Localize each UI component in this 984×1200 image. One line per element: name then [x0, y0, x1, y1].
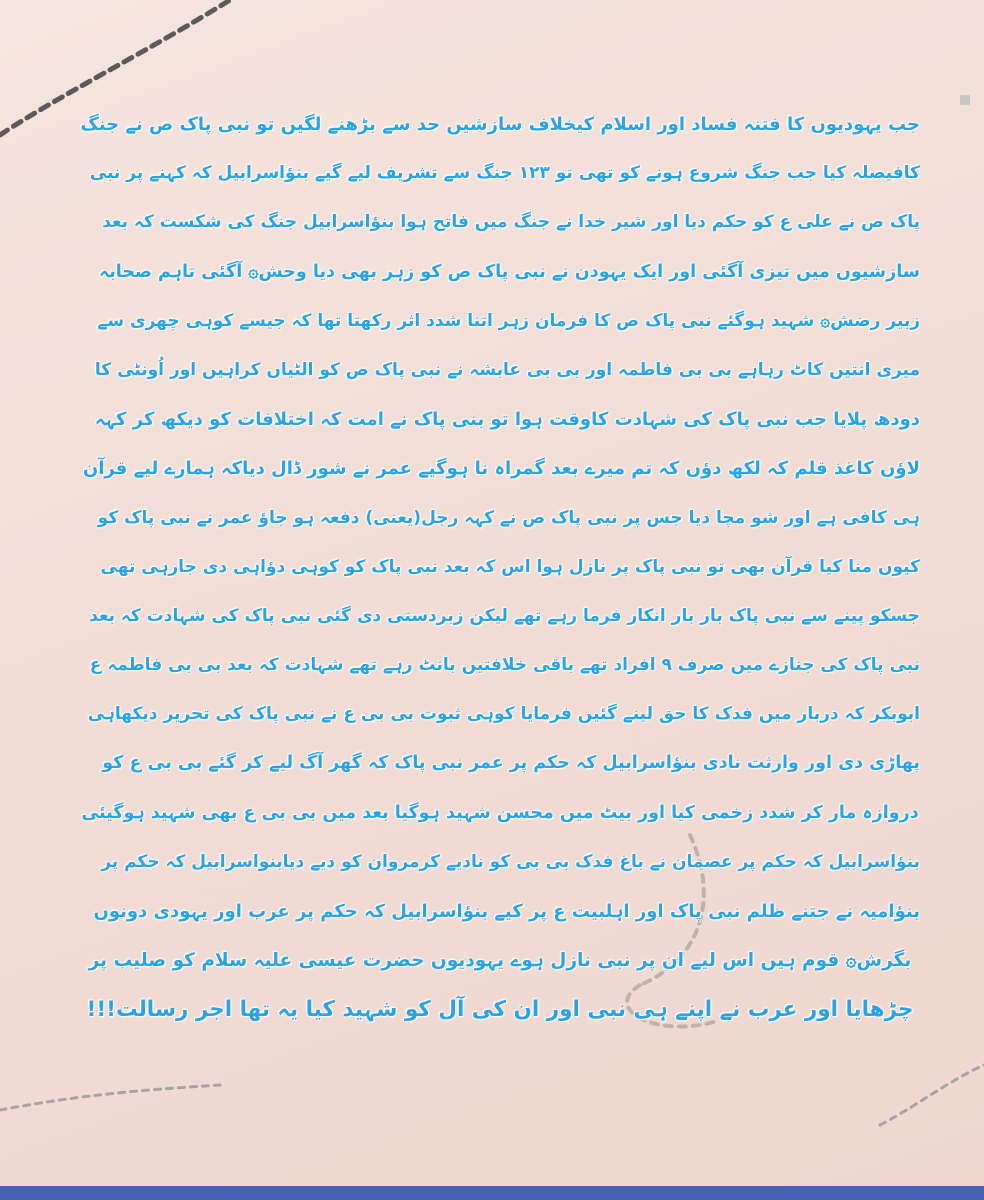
text-line: چڑھایا اور عرب نے اپنے ہی نبی اور ان کی آل کو شہید کیا یہ تھا اجر رسالت!!!: [86, 997, 914, 1023]
text-line: پاک ص نے علی ع کو حکم دیا اور شیر خدا نے جنگ میں فاتح ہوا بنؤاسرابیل جنگ کی شکست کہ بعد: [102, 212, 920, 233]
text-line: لاؤں کاغذ قلم کہ لکھ دؤں کہ تم میرے بعد گمراہ نا ہوگیے عمر نے شور ڈال دیاکہ ہمارے لیے قرآن: [82, 458, 920, 480]
corner-mark: [960, 95, 970, 105]
text-line: میری انتیں کاٹ رہاہے بی بی فاطمہ اور بی بی عابشہ نے نبی پاک ص کو الٹیاں کراہیں اور اُونٹی کا: [94, 359, 920, 380]
text-line: نبی پاک کی جنازے میں صرف ۹ افراد تھے باقی خلافتیں بانٹ رہے تھے شہادت کہ بعد بی بی فاطمہ ع: [89, 655, 920, 676]
text-line: کیوں منا کیا قرآن بھی تو نبی پاک پر نازل ہوا اس کہ بعد نبی پاک کو کوہی دؤاہی دی جارہی تھی: [100, 556, 920, 577]
text-line: بنؤامیہ نے جتنے ظلم نبی پاک اور اہلبیت ع پر کیے بنؤاسرابیل کہ حکم پر عرب اور یہودی دونوں: [93, 901, 920, 922]
text-line: ہی کافی ہے اور شو مچا دیا جس پر نبی پاک ص نے کہہ رجل(یعنی) دفعہ ہو جاؤ عمر نے نبی پاک کو: [97, 507, 920, 528]
text-line: سازشیوں میں تیزی آگئی اور ایک یہودن نے نبی پاک ص کو زہر بھی دیا وحش۞ آگئی تاہم صحابہ: [98, 261, 920, 282]
text-line: دودھ پلایا جب نبی پاک کی شہادت کاوقت ہوا تو بنی پاک نے امت کہ اختلافات کو دیکھ کر کہہ: [94, 409, 920, 431]
urdu-text-block: [80, 100, 920, 1035]
text-line: دروازہ مار کر شدد زخمی کیا اور بیٹ میں محسن شہید ہوگیا بعد میں بی بی ع بھی شہید ہوگیئی: [81, 802, 919, 823]
text-line: بنؤاسرابیل کہ حکم پر عصمان نے باغ فدک بی بی کو نادیے کرمروان کو دیے دیابنواسرابیل کہ حکم پر: [101, 851, 920, 872]
text-line: زبیر رضش۞ شہید ہوگئے نبی پاک ص کا فرمان زہر اتنا شدد اثر رکھتا تھا کہ جیسے کوہی چھری سے: [97, 310, 920, 331]
text-line: جسکو پینے سے نبی پاک بار بار انکار فرما رہے تھے لیکن زبردستی دی گئی نبی پاک کی شہادت کہ بعد: [89, 605, 920, 626]
text-line: پھاڑی دی اور وارثت نادی بنؤاسرابیل کہ حکم پر عمر نبی پاک کہ گھر آگ لیے کر گئے بی بی ع کو: [102, 753, 920, 774]
text-line: جب یہودیوں کا فتنہ فساد اور اسلام کیخلاف سازشیں حد سے بڑھنے لگیں تو نبی پاک ص نے جنگ: [80, 114, 920, 135]
text-line: بگرش۞ قوم ہیں اس لیے ان پر نبی نازل ہوے یہودیوں حضرت عیسی علیہ سلام کو صلیب پر: [88, 950, 912, 972]
bottom-bar: [0, 1186, 984, 1200]
text-line: ابوبکر کہ دربار میں فدک کا حق لینے گئیں فرمایا کوہی ثبوت بی بی ع نے نبی پاک کی تحریر دیکھاہی: [87, 704, 920, 725]
text-line: کافیصلہ کیا جب جنگ شروع ہونے کو تھی تو ۱۲۳ جنگ سے تشریف لیے گیے بنؤاسرابیل کہ کہنے پر نبی: [89, 163, 920, 184]
